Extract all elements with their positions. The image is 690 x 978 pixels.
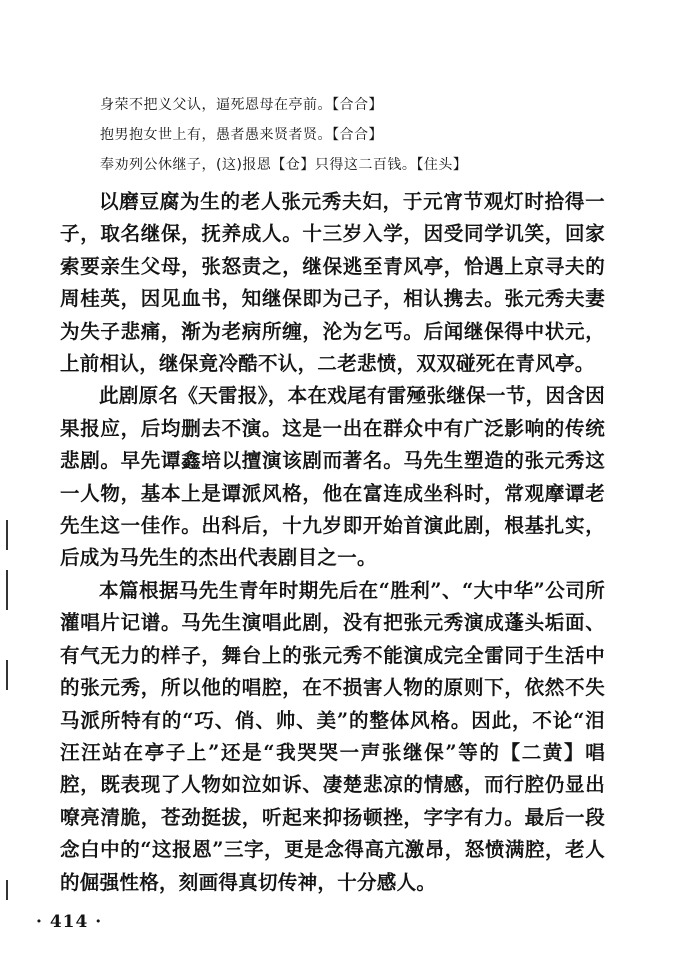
lyric-line: 身荣不把义父认，逼死恩母在亭前。【合合】 [100,97,383,113]
analysis-paragraph: 本篇根据马先生青年时期先后在“胜利”、“大中华”公司所灌唱片记谱。马先生演唱此剧，没有把张元秀演成蓬头垢面、有气无力的样子，舞台上的张元秀不能演成完全雷同于生活中的张元秀，所以他的唱腔，在不损害人物的原则下，依然不失马派所特有的“巧、俏、帅、美”的整体风格。因此，不论“泪汪汪站在亭子上”还是“我哭哭一声张继保”等的【二黄】唱腔，既表现了人物如泣如诉、凄楚悲凉的情感，而行腔仍显出嘹亮清脆，苍劲挺拔，听起来抑扬顿挫，字字有力。最后一段念白中的“这报恩”三字，更是念得高亢激昂，怒愤满腔，老人的倔强性格，刻画得真切传神，十分感人。 [60,578,605,894]
history-paragraph: 此剧原名《天雷报》，本在戏尾有雷殛张继保一节，因含因果报应，后均删去不演。这是一出在群众中有广泛影响的传统悲剧。早先谭鑫培以擅演该剧而著名。马先生塑造的张元秀这一人物，基本上是谭派风格，他在富连成坐科时，常观摩谭老先生这一佳作。出科后，十九岁即开始首演此剧，根基扎实，后成为马先生的杰出代表剧目之一。 [60,384,605,570]
scan-margin-mark [6,660,8,690]
lyric-line: 奉劝列公休继子，(这)报恩【仓】只得这二百钱。【住头】 [100,157,468,173]
synopsis-paragraph: 以磨豆腐为生的老人张元秀夫妇，于元宵节观灯时拾得一子，取名继保，抚养成人。十三岁入学，因受同学讥笑，回家索要亲生父母，张怒责之，继保逃至青风亭，恰遇上京寻夫的周桂英，因见血书，知继保即为己子，相认携去。张元秀夫妻为失子悲痛，渐为老病所缠，沦为乞丐。后闻继保得中状元，上前相认，继保竟冷酷不认，二老悲愤，双双碰死在青风亭。 [60,190,605,376]
scan-margin-mark [6,570,8,610]
lyric-line: 抱男抱女世上有，愚者愚来贤者贤。【合合】 [100,127,383,143]
body-text [60,186,605,899]
scan-margin-mark [6,520,8,550]
page-number: · 414 · [36,912,103,932]
lyrics-block [100,90,570,180]
scan-margin-mark [6,880,8,900]
